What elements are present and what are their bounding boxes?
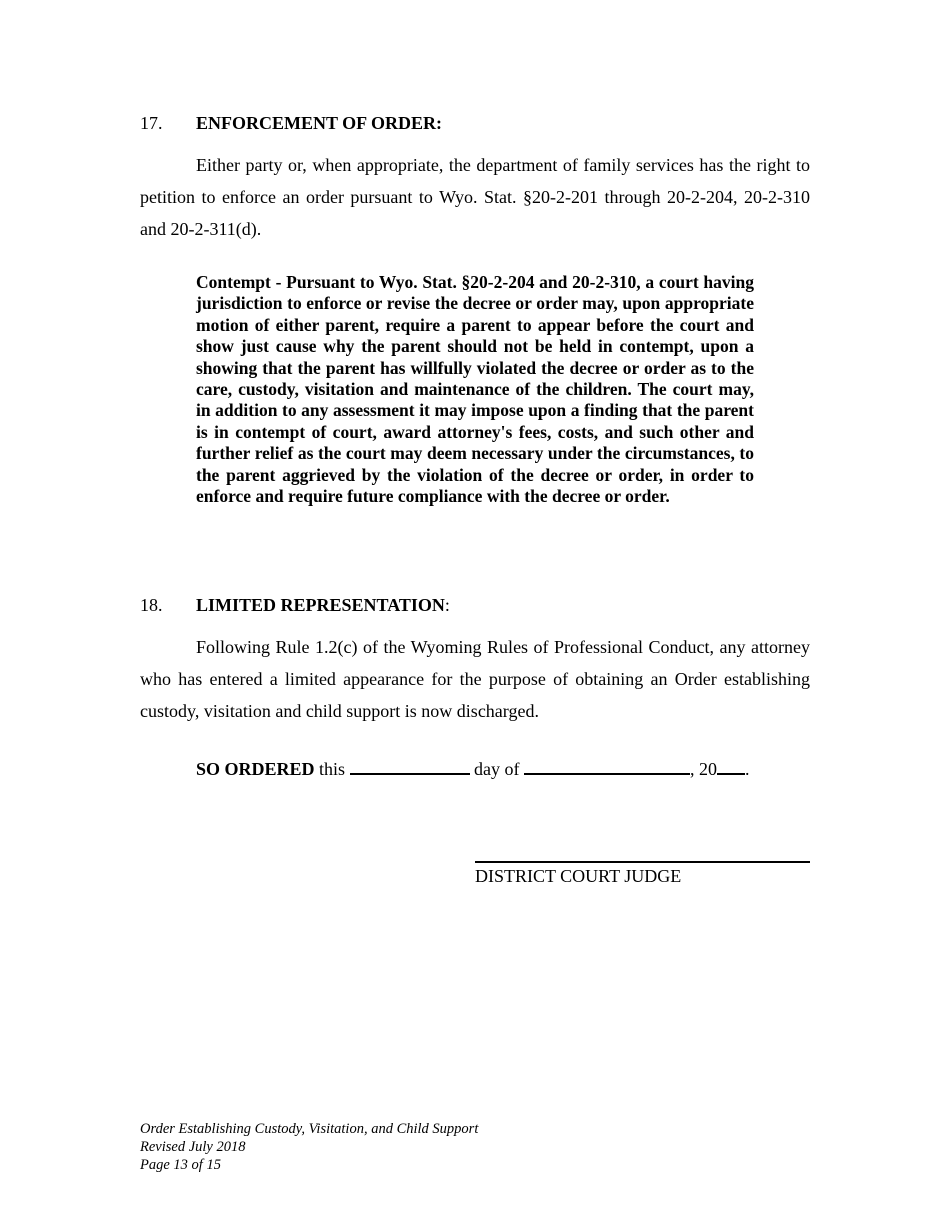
so-ordered-day-of: day of [474,759,520,779]
section-18-paragraph-block [140,631,810,727]
page-footer [140,1120,478,1174]
footer-page-number: Page 13 of 15 [140,1157,221,1173]
so-ordered-line [196,756,750,780]
section-17-title: ENFORCEMENT OF ORDER: [196,113,443,133]
section-17-heading [140,112,442,134]
section-18-paragraph: Following Rule 1.2(c) of the Wyoming Rules of Professional Conduct, any attorney who has entered a limited appearance for the purpose of obtaining an Order establishing custody, visitation and child support is now discharged. [140,637,810,721]
section-18-heading [140,594,450,616]
so-ordered-period: . [745,759,750,779]
section-17-number: 17. [140,113,163,133]
judge-signature-line[interactable] [475,861,810,863]
section-17-paragraph-block [140,149,810,245]
month-blank[interactable] [524,756,690,775]
footer-form-title: Order Establishing Custody, Visitation, and Child Support [140,1121,479,1137]
section-18-number: 18. [140,595,163,615]
day-blank[interactable] [350,756,470,775]
section-18-title: LIMITED REPRESENTATION [196,595,445,615]
so-ordered-this: this [319,759,346,779]
so-ordered-year-prefix: , 20 [690,759,718,779]
section-18-title-colon: : [444,595,450,615]
contempt-notice: Contempt - Pursuant to Wyo. Stat. §20-2-204 and 20-2-310, a court having jurisdiction to enforce or revise the decree or order may, upon appropriate motion of either parent, require a parent to appear before the court and show just cause why the parent should not be held in contempt, upon a showing that the parent has willfully violated the decree or order as to the care, custody, visitation and maintenance of the children. The court may, in addition to any assessment it may impose upon a finding that the parent is in contempt of court, award attorney's fees, costs, and such other and further relief as the court may deem necessary under the circumstances, to the parent aggrieved by the violation of the decree or order, in order to enforce and require future compliance with the decree or order. [196,272,754,507]
section-17-paragraph: Either party or, when appropriate, the department of family services has the right to petition to enforce an order pursuant to Wyo. Stat. §20-2-201 through 20-2-204, 20-2-310 and 20-2-311(d). [140,155,810,239]
year-blank[interactable] [717,756,745,775]
judge-signature-label: DISTRICT COURT JUDGE [475,866,682,886]
so-ordered-label: SO ORDERED [196,759,315,779]
footer-revision: Revised July 2018 [140,1139,246,1155]
